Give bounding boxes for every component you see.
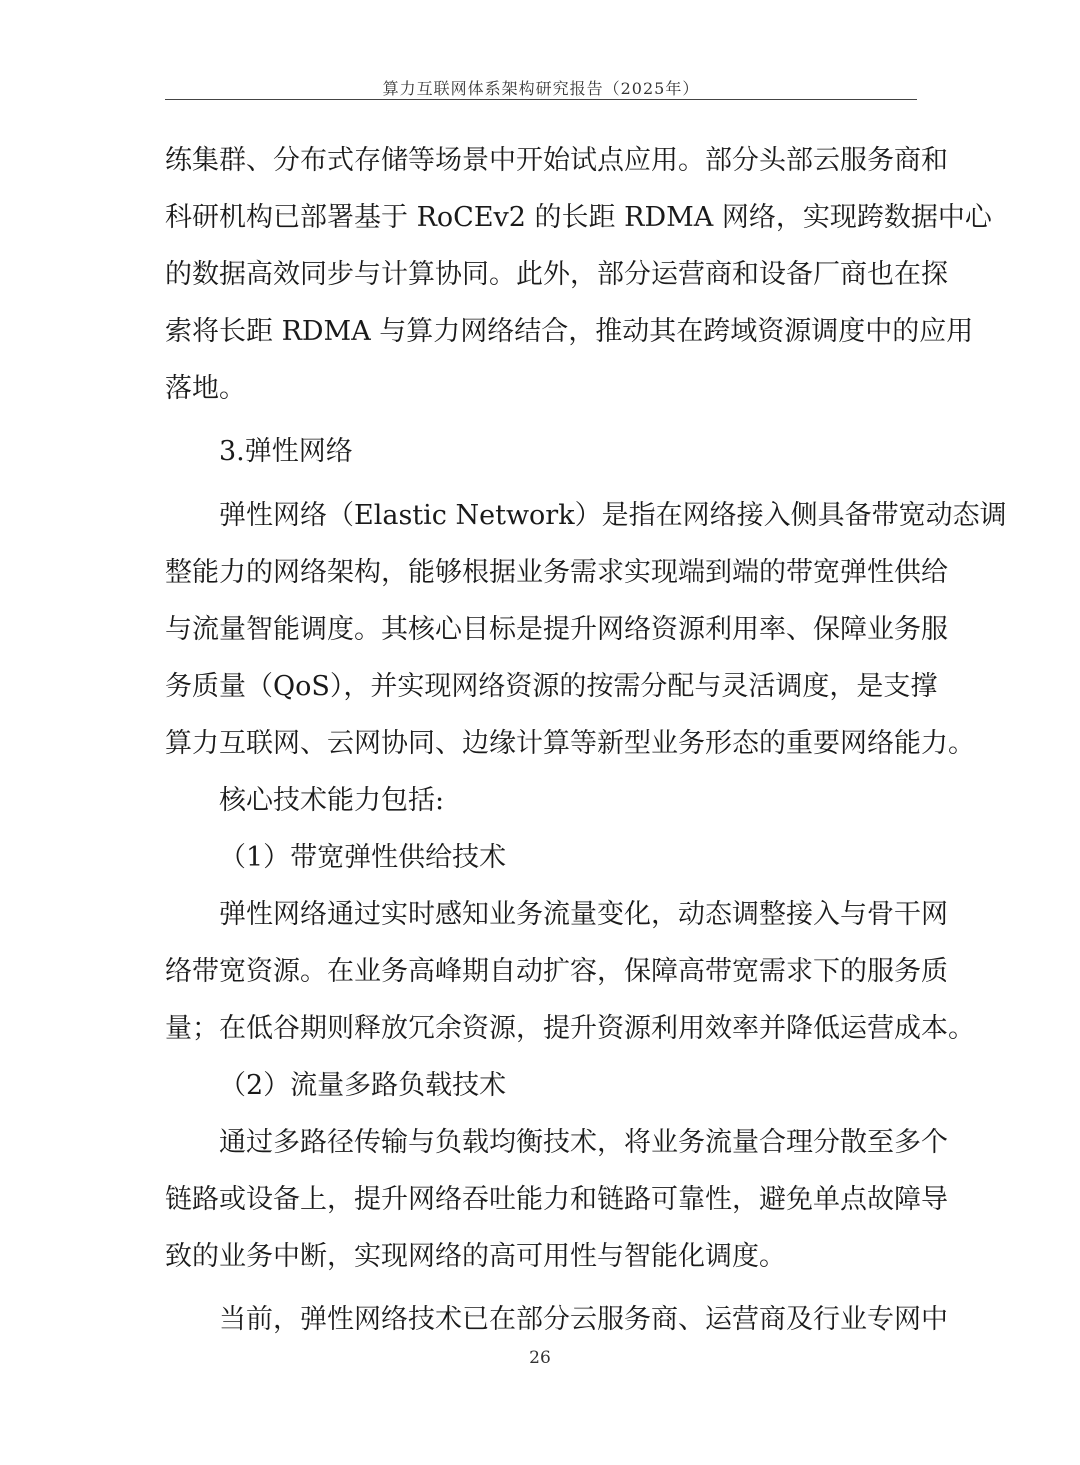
paragraph-core-capabilities-intro: 核心技术能力包括: (219, 785, 445, 816)
text-line: 科研机构已部署基于 RoCEv2 的长距 RDMA 网络，实现跨数据中心 (165, 202, 992, 233)
text-line: 整能力的网络架构，能够根据业务需求实现端到端的带宽弹性供给 (165, 557, 948, 588)
subsection-heading-multipath: （2）流量多路负载技术 (219, 1070, 507, 1101)
text-line: 络带宽资源。在业务高峰期自动扩容，保障高带宽需求下的服务质 (165, 956, 948, 987)
text-line: 当前，弹性网络技术已在部分云服务商、运营商及行业专网中 (219, 1304, 948, 1335)
body-text (165, 132, 1007, 1348)
text-line: 算力互联网、云网协同、边缘计算等新型业务形态的重要网络能力。 (165, 728, 975, 759)
text-line: 通过多路径传输与负载均衡技术，将业务流量合理分散至多个 (219, 1127, 948, 1158)
section-heading-elastic-network: 3.弹性网络 (219, 436, 353, 467)
text-line: 的数据高效同步与计算协同。此外，部分运营商和设备厂商也在探 (165, 259, 948, 290)
text-line: 与流量智能调度。其核心目标是提升网络资源利用率、保障业务服 (165, 614, 948, 645)
paragraph-rdma-continued (165, 132, 992, 417)
paragraph-bandwidth-elastic-supply (165, 886, 975, 1057)
text-line: 索将长距 RDMA 与算力网络结合，推动其在跨域资源调度中的应用 (165, 316, 974, 347)
header-divider (165, 99, 917, 100)
text-line: 练集群、分布式存储等场景中开始试点应用。部分头部云服务商和 (165, 145, 948, 176)
text-line: 弹性网络通过实时感知业务流量变化，动态调整接入与骨干网 (219, 899, 948, 930)
text-line: 致的业务中断，实现网络的高可用性与智能化调度。 (165, 1241, 786, 1272)
paragraph-elastic-network-definition (165, 487, 1007, 772)
paragraph-current-status (165, 1291, 948, 1348)
paragraph-multipath-load (165, 1114, 948, 1285)
running-header-title: 算力互联网体系架构研究报告（2025年） (382, 79, 700, 98)
subsection-heading-bandwidth: （1）带宽弹性供给技术 (219, 842, 507, 873)
text-line: 务质量（QoS），并实现网络资源的按需分配与灵活调度，是支撑 (165, 671, 938, 702)
text-line: 链路或设备上，提升网络吞吐能力和链路可靠性，避免单点故障导 (165, 1184, 948, 1215)
text-line: 落地。 (165, 373, 246, 404)
page-number: 26 (529, 1348, 551, 1368)
text-line: 弹性网络（Elastic Network）是指在网络接入侧具备带宽动态调 (219, 500, 1007, 531)
text-line: 量；在低谷期则释放冗余资源，提升资源利用效率并降低运营成本。 (165, 1013, 975, 1044)
